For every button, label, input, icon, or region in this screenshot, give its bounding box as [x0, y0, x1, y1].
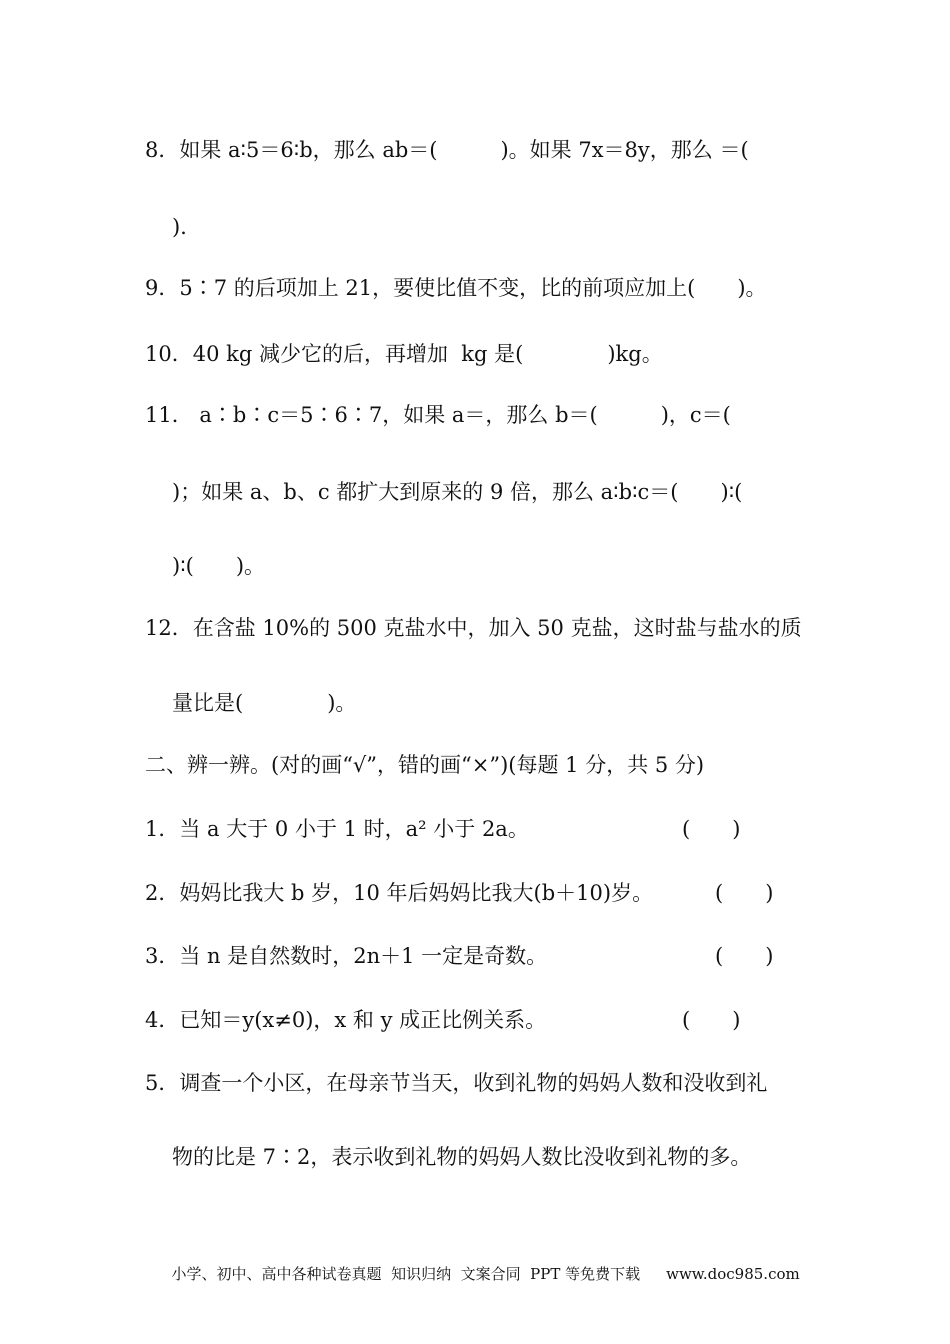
page-footer	[162, 1244, 800, 1284]
question-12-line-2: 量比是( )。	[172, 691, 357, 715]
section-2-heading: 二、辨一辨。(对的画“√”，错的画“×”)(每题 1 分，共 5 分)	[145, 753, 705, 777]
judge-4-answer: ( )	[682, 1008, 741, 1032]
judge-5-line-1: 5．调查一个小区，在母亲节当天，收到礼物的妈妈人数和没收到礼	[145, 1071, 768, 1095]
judge-1-answer: ( )	[682, 817, 741, 841]
question-12-line-1: 12．在含盐 10%的 500 克盐水中，加入 50 克盐，这时盐与盐水的质	[145, 616, 802, 640]
judge-3-answer: ( )	[715, 944, 774, 968]
judge-4-text: 4．已知＝y(x≠0)，x 和 y 成正比例关系。	[145, 1008, 547, 1032]
question-8-line-1: 8．如果 a∶5＝6∶b，那么 ab＝( )。如果 7x＝8y，那么 ＝(	[145, 138, 749, 162]
judge-5-line-2: 物的比是 7∶2，表示收到礼物的妈妈人数比没收到礼物的多。	[172, 1145, 752, 1169]
question-10: 10．40 kg 减少它的后，再增加 kg 是( )kg。	[145, 342, 663, 366]
judge-2-text: 2．妈妈比我大 b 岁，10 年后妈妈比我大(b＋10)岁。	[145, 881, 654, 905]
footer-url[interactable]: www.doc985.com	[666, 1265, 800, 1283]
judge-1-text: 1．当 a 大于 0 小于 1 时，a² 小于 2a。	[145, 817, 529, 841]
judge-3-text: 3．当 n 是自然数时，2n＋1 一定是奇数。	[145, 944, 548, 968]
question-11-line-2: )；如果 a、b、c 都扩大到原来的 9 倍，那么 a∶b∶c＝( )∶(	[172, 480, 743, 504]
judge-2-answer: ( )	[715, 881, 774, 905]
question-11-line-1: 11． a∶b∶c＝5∶6∶7，如果 a＝，那么 b＝( )，c＝(	[145, 403, 731, 427]
question-8-line-2: )．	[172, 215, 202, 239]
footer-text: 小学、初中、高中各种试卷真题 知识归纳 文案合同 PPT 等免费下载	[171, 1265, 641, 1283]
question-9: 9．5∶7 的后项加上 21，要使比值不变，比的前项应加上( )。	[145, 276, 767, 300]
question-11-line-3: )∶( )。	[172, 554, 266, 578]
